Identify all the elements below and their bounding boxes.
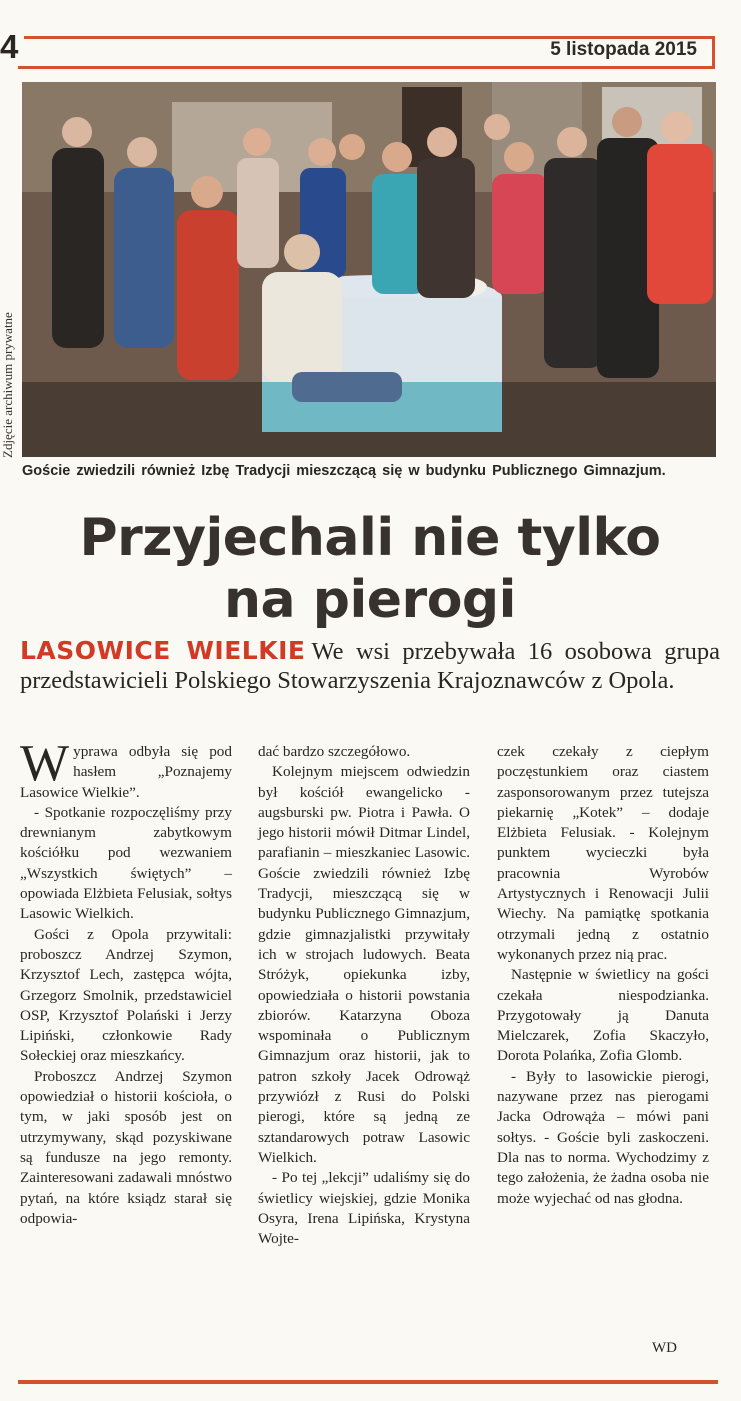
footer-rule [18, 1380, 718, 1384]
article-column-2 [258, 742, 470, 1249]
author-signature: WD [652, 1340, 677, 1356]
paragraph: Kolejnym miejscem odwiedzin był kościół ewangelicko - augsburski pw. Piotra i Pawła. O jego historii mówił Ditmar Lindel, parafianin – mieszkaniec Lasowic. Goście zwiedzili również Izbę Tradycji, mieszczącą się w budynku Publicznego Gimnazjum, gdzie gimnazjalistki przywitały ich w strojach ludowych. Beata Stróżyk, opiekunka izby, opowiedziała o historii powstania zbiorów. Katarzyna Oboza wspominała o Publicznym Gimnazjum oraz historii, jak to patron szkoły Jacek Odrowąż przywiózł z Rusi do Polski pierogi, które są jedną ze sztandarowych potraw Lasowic Wielkich. [258, 763, 470, 1166]
paragraph: Następnie w świetlicy na gości czekała niespodzianka. Przygotowały ją Danuta Mielczarek, Zofia Skaczyło, Dorota Polańka, Zofia Glomb. [497, 966, 709, 1065]
paragraph-text: yprawa odbyła się pod hasłem „Poznajemy Lasowice Wielkie”. [20, 743, 232, 801]
article-column-3 [497, 742, 709, 1209]
article-photo [22, 82, 716, 457]
drop-cap: W [20, 735, 70, 792]
photo-credit-text: Zdjęcie archiwum prywatne [0, 312, 15, 458]
lead-text: We wsi przebywała 16 osobowa grupa przedstawicieli Polskiego Stowarzyszenia Krajoznawców z Opola. [20, 638, 720, 694]
group-photo-illustration [22, 82, 716, 457]
photo-caption: Goście zwiedzili również Izbę Tradycji mieszczącą się w budynku Publicznego Gimnazjum. [22, 463, 666, 479]
dateline-place: LASOWICE WIELKIE [20, 636, 306, 665]
article-column-1 [20, 735, 232, 1229]
page-number: 4 [0, 28, 24, 66]
article-lead [20, 636, 720, 695]
paragraph: dać bardzo szczegółowo. [258, 743, 411, 760]
headline-line-1: Przyjechali nie tylko [79, 508, 661, 568]
paragraph: - Po tej „lekcji” udaliśmy się do świetlicy wiejskiej, gdzie Monika Osyra, Irena Lipińska, Krystyna Wojte- [258, 1169, 470, 1248]
paragraph: - Spotkanie rozpoczęliśmy przy drewnianym zabytkowym kościółku pod wezwaniem „Wszystkich świętych” – opowiada Elżbieta Felusiak, sołtys Lasowic Wielkich. [20, 803, 232, 923]
issue-date: 5 listopada 2015 [546, 39, 701, 61]
headline-line-2: na pierogi [224, 570, 516, 630]
paragraph: Proboszcz Andrzej Szymon opowiedział o historii kościoła, o tym, w jaki sposób jest on utrzymywany, skąd pozyskiwane są fundusze na jego remonty. Zainteresowani zadawali mnóstwo pytań, na które ksiądz starał się odpowia- [20, 1067, 232, 1227]
paragraph: - Były to lasowickie pierogi, nazywane przez nas pierogami Jacka Odrowąża – mówi pani sołtys. - Goście byli zaskoczeni. Dla nas to norma. Wychodzimy z tego założenia, że żadna osoba nie może wyjechać od nas głodna. [497, 1067, 709, 1207]
paragraph: czek czekały z ciepłym poczęstunkiem oraz ciastem zasponsorowanym przez tutejsza piekarnię „Kotek” – dodaje Elżbieta Felusiak. - Kolejnym punktem wycieczki była pracownia Wyrobów Artystycznych i Renowacji Julii Wiechy. Na pamiątkę spotkania otrzymali jedną z ostatnio wykonanych przez nią prac. [497, 743, 709, 963]
article-headline [20, 507, 720, 631]
paragraph: Gości z Opola przywitali: proboszcz Andrzej Szymon, Krzysztof Lech, zastępca wójta, Grzegorz Smolnik, przedstawiciel OSP, Krzysztof Polański i Jerzy Lipiński, członkowie Rady Sołeckiej oraz mieszkańcy. [20, 925, 232, 1065]
paragraph [20, 735, 232, 803]
